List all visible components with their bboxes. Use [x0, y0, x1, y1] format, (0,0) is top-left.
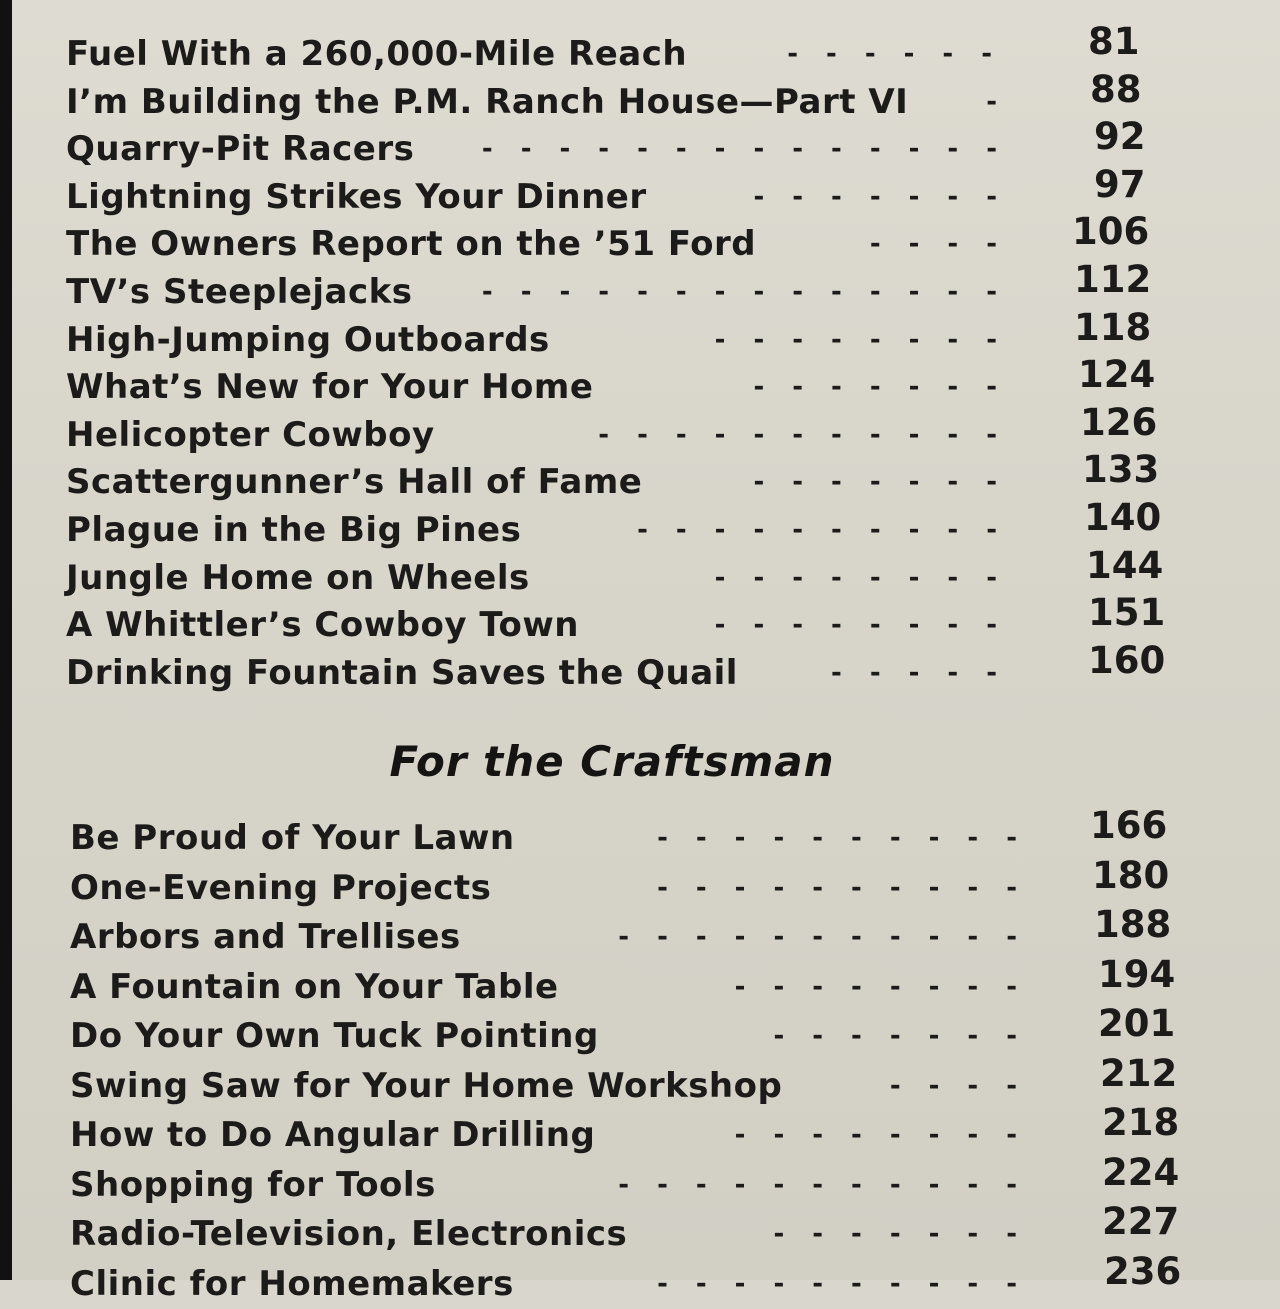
toc-page-number: 201	[1098, 1002, 1175, 1046]
toc-section-craftsman	[0, 814, 1280, 1309]
dot-leader: --------	[665, 1115, 1045, 1155]
section-heading-text: For the Craftsman	[390, 734, 835, 790]
toc-row	[0, 30, 1280, 78]
toc-row	[0, 963, 1280, 1013]
toc-page-number: 112	[1074, 258, 1151, 302]
toc-page-number: 118	[1074, 306, 1151, 350]
toc-title: The Owners Report on the ’51 Ford	[66, 222, 756, 266]
toc-title: Swing Saw for Your Home Workshop	[70, 1064, 782, 1108]
toc-title: High-Jumping Outboards	[66, 318, 550, 362]
dot-leader: -----------	[530, 917, 1045, 957]
toc-page-number: 92	[1094, 115, 1146, 159]
dot-leader: -------	[715, 367, 1025, 407]
dot-leader: --------	[650, 320, 1025, 360]
toc-row	[0, 1062, 1280, 1112]
dot-leader: ----------	[595, 868, 1045, 908]
dot-leader: -------	[735, 1016, 1045, 1056]
toc-title: Clinic for Homemakers	[70, 1262, 514, 1306]
toc-page-number: 160	[1088, 639, 1165, 683]
dot-leader: -----------	[515, 415, 1025, 455]
toc-page-number: 212	[1100, 1052, 1177, 1096]
toc-page-number: 124	[1078, 353, 1155, 397]
toc-page-number: 188	[1094, 903, 1171, 947]
toc-title: Arbors and Trellises	[70, 915, 461, 959]
dot-leader: ----------	[595, 818, 1045, 858]
toc-title: Helicopter Cowboy	[66, 413, 435, 457]
dot-leader: --------	[650, 605, 1025, 645]
toc-row	[0, 1260, 1280, 1309]
toc-page-number: 227	[1102, 1200, 1179, 1244]
dot-leader: -----	[800, 653, 1025, 693]
toc-page-number: 180	[1092, 854, 1169, 898]
dot-leader: ----	[850, 224, 1025, 264]
toc-page-number: 133	[1082, 448, 1159, 492]
toc-row	[0, 78, 1280, 126]
dot-leader: --------	[650, 558, 1025, 598]
toc-page-number: 218	[1102, 1101, 1179, 1145]
toc-title: Do Your Own Tuck Pointing	[70, 1014, 599, 1058]
toc-page-number: 97	[1094, 163, 1146, 207]
dot-leader: --------------	[450, 129, 1025, 169]
toc-list-features	[0, 30, 1280, 696]
toc-row	[0, 814, 1280, 864]
dot-leader: ----	[875, 1066, 1045, 1106]
toc-title: TV’s Steeplejacks	[66, 270, 413, 314]
toc-title: Quarry-Pit Racers	[66, 127, 414, 171]
toc-page-number: 106	[1072, 210, 1149, 254]
toc-page-number: 194	[1098, 953, 1175, 997]
toc-row	[0, 125, 1280, 173]
toc-title: A Fountain on Your Table	[70, 965, 559, 1009]
toc-page-number: 166	[1090, 804, 1167, 848]
toc-title: One-Evening Projects	[70, 866, 491, 910]
toc-title: I’m Building the P.M. Ranch House—Part VI	[66, 80, 908, 124]
toc-title: What’s New for Your Home	[66, 365, 593, 409]
toc-title: Shopping for Tools	[70, 1163, 436, 1207]
dot-leader: --------------	[450, 272, 1025, 312]
dot-leader: -------	[735, 1214, 1045, 1254]
toc-title: Drinking Fountain Saves the Quail	[66, 651, 738, 695]
toc-title: Radio-Television, Electronics	[70, 1212, 627, 1256]
dot-leader: -------	[715, 462, 1025, 502]
dot-leader: -	[985, 82, 1025, 122]
section-heading	[0, 734, 1280, 790]
toc-row	[0, 1111, 1280, 1161]
toc-page-number: 144	[1086, 544, 1163, 588]
toc-list-craftsman	[0, 814, 1280, 1309]
dot-leader: --------	[665, 967, 1045, 1007]
toc-title: A Whittler’s Cowboy Town	[66, 603, 579, 647]
toc-title: Be Proud of Your Lawn	[70, 816, 515, 860]
toc-row	[0, 1012, 1280, 1062]
toc-page-number: 140	[1084, 496, 1161, 540]
toc-row	[0, 864, 1280, 914]
toc-page-number: 236	[1104, 1250, 1181, 1294]
toc-title: Plague in the Big Pines	[66, 508, 521, 552]
toc-title: Scattergunner’s Hall of Fame	[66, 460, 642, 504]
toc-page-number: 224	[1102, 1151, 1179, 1195]
toc-page-number: 81	[1088, 20, 1140, 64]
dot-leader: ------	[780, 34, 1020, 74]
toc-row	[0, 649, 1280, 697]
dot-leader: ----------	[595, 1264, 1045, 1304]
toc-page-number: 126	[1080, 401, 1157, 445]
toc-page-number: 88	[1090, 68, 1142, 112]
dot-leader: ----------	[585, 510, 1025, 550]
toc-row	[0, 1161, 1280, 1211]
toc-page-number: 151	[1088, 591, 1165, 635]
toc-title: How to Do Angular Drilling	[70, 1113, 595, 1157]
toc-row	[0, 913, 1280, 963]
toc-title: Fuel With a 260,000-Mile Reach	[66, 32, 687, 76]
toc-section-features	[0, 30, 1280, 696]
dot-leader: -------	[715, 177, 1025, 217]
toc-title: Jungle Home on Wheels	[66, 556, 530, 600]
toc-row	[0, 1210, 1280, 1260]
toc-title: Lightning Strikes Your Dinner	[66, 175, 647, 219]
dot-leader: -----------	[530, 1165, 1045, 1205]
